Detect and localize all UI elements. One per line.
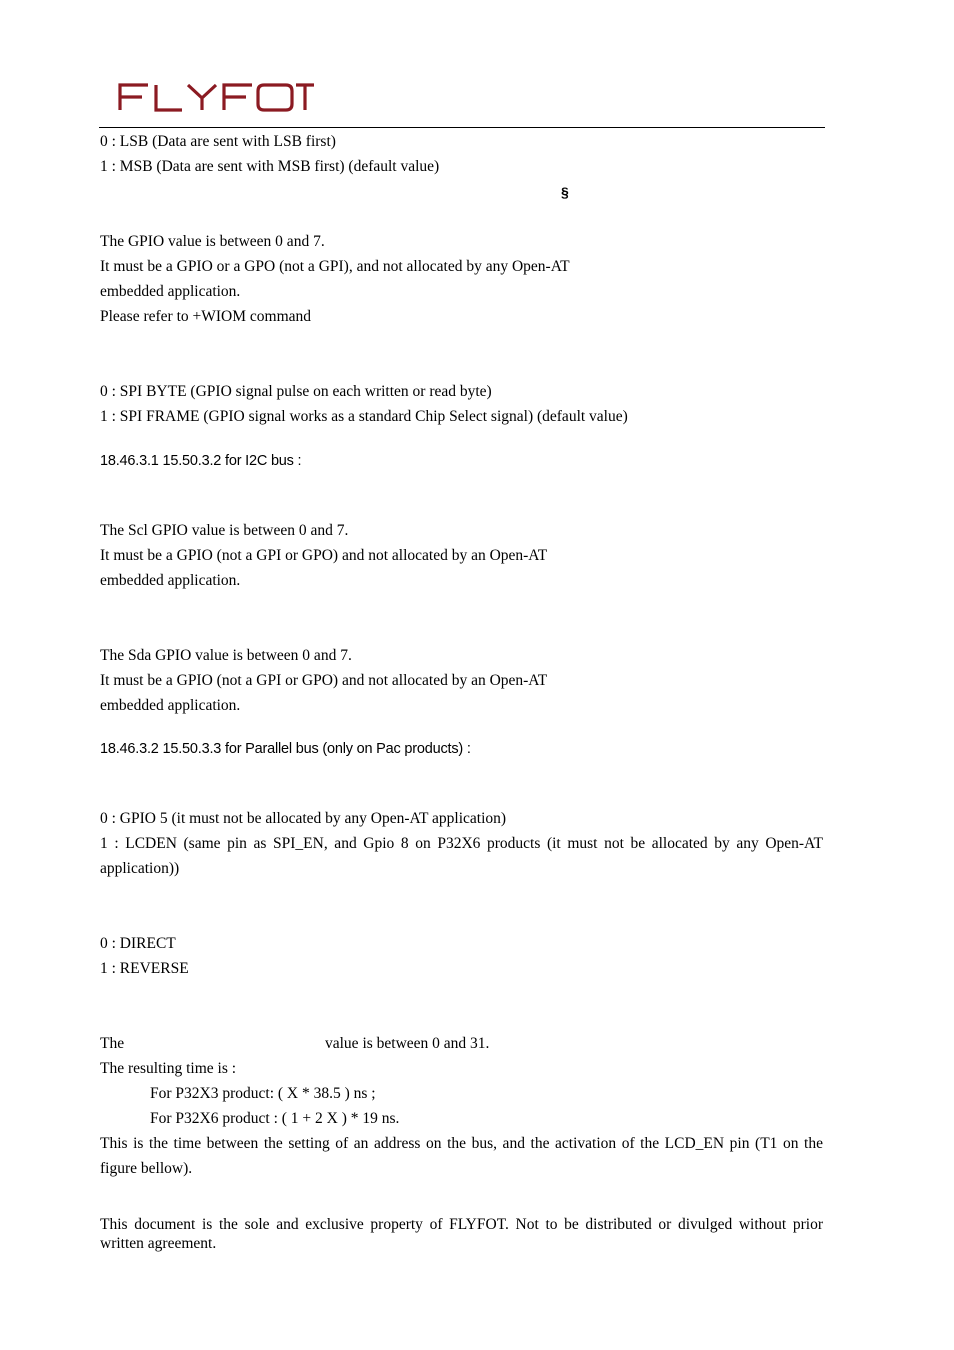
scl-requirement-cont: embedded application. <box>100 572 241 589</box>
sda-range-text: The Sda GPIO value is between 0 and 7. <box>100 647 352 664</box>
scl-range-text: The Scl GPIO value is between 0 and 7. <box>100 522 349 539</box>
resulting-time-label: The resulting time is : <box>100 1060 237 1077</box>
reverse-option: 1 : REVERSE <box>100 960 189 977</box>
timing-description: This is the time between the setting of an address on the bus, and the activation of the LCD_EN pin (T1 on the figure bellow). <box>100 1135 823 1177</box>
parallel-section-heading: 18.46.3.2 15.50.3.3 for Parallel bus (only on Pac products) : <box>100 741 471 757</box>
wiom-reference: Please refer to +WIOM command <box>100 308 312 325</box>
timing-intro-the: The <box>100 1035 125 1052</box>
gpio-range-text: The GPIO value is between 0 and 7. <box>100 233 325 250</box>
footer-notice: This document is the sole and exclusive property of FLYFOT. Not to be distributed or divulged without prior written agreement. <box>100 1216 823 1252</box>
gpio-requirement-cont: embedded application. <box>100 283 241 300</box>
msb-option: 1 : MSB (Data are sent with MSB first) (default value) <box>100 158 440 175</box>
flyfot-logo <box>118 80 314 114</box>
spi-byte-option: 0 : SPI BYTE (GPIO signal pulse on each written or read byte) <box>100 383 492 400</box>
gpio5-option: 0 : GPIO 5 (it must not be allocated by any Open-AT application) <box>100 810 507 827</box>
p32x6-formula: For P32X6 product : ( 1 + 2 X ) * 19 ns. <box>150 1110 400 1127</box>
spi-frame-option: 1 : SPI FRAME (GPIO signal works as a standard Chip Select signal) (default value) <box>100 408 628 425</box>
header-rule <box>99 127 825 128</box>
gpio-requirement-text: It must be a GPIO or a GPO (not a GPI), and not allocated by any Open-AT <box>100 258 570 275</box>
sda-requirement-text: It must be a GPIO (not a GPI or GPO) and not allocated by an Open-AT <box>100 672 548 689</box>
section-mark: § <box>561 184 569 200</box>
direct-option: 0 : DIRECT <box>100 935 176 952</box>
i2c-section-heading: 18.46.3.1 15.50.3.2 for I2C bus : <box>100 453 302 469</box>
scl-requirement-text: It must be a GPIO (not a GPI or GPO) and not allocated by an Open-AT <box>100 547 548 564</box>
lsb-option: 0 : LSB (Data are sent with LSB first) <box>100 133 336 150</box>
p32x3-formula: For P32X3 product: ( X * 38.5 ) ns ; <box>150 1085 376 1102</box>
lcden-option: 1 : LCDEN (same pin as SPI_EN, and Gpio 8 on P32X6 products (it must not be allocated by any Open-AT application)) <box>100 835 823 877</box>
timing-range-text: value is between 0 and 31. <box>325 1035 490 1052</box>
sda-requirement-cont: embedded application. <box>100 697 241 714</box>
